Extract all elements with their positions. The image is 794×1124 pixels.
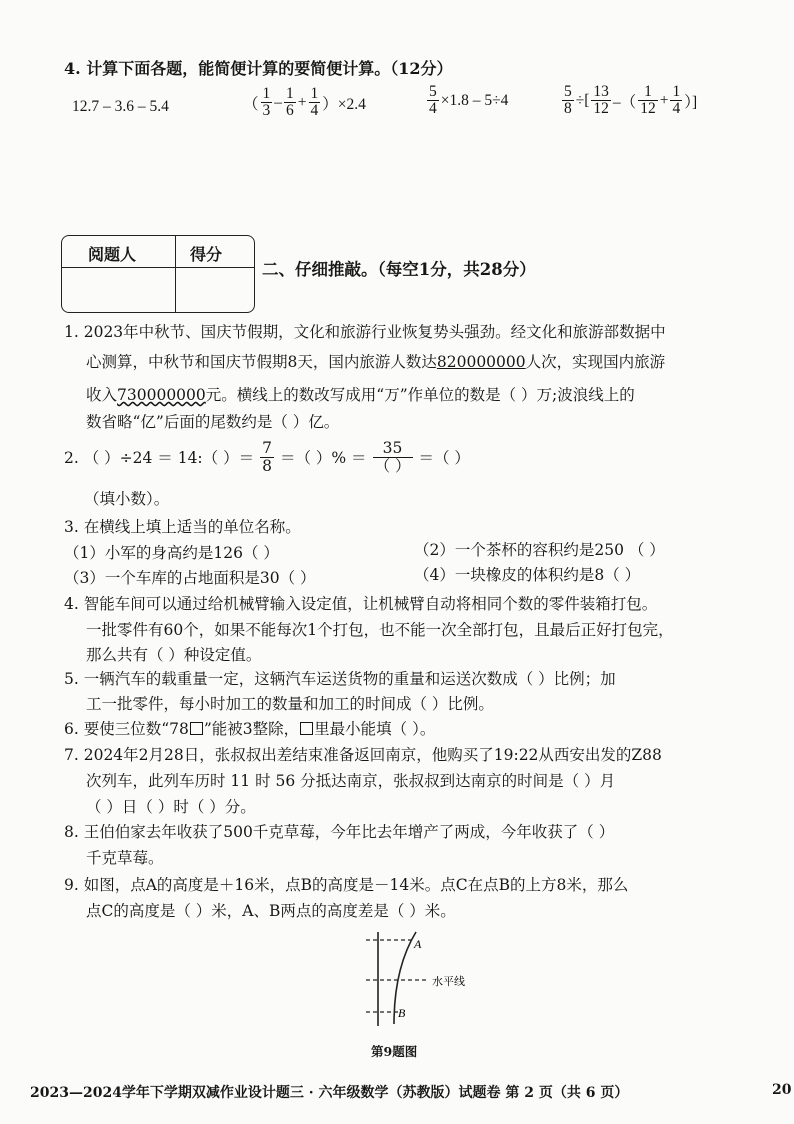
fraction-5-4: $\frac{5}{4}$ [429, 83, 437, 118]
plus-sign: + [297, 93, 307, 111]
calc-expr-4 [560, 84, 697, 118]
page-corner-number: 20 [772, 1082, 792, 1098]
q9-line1: 9. 如图，点A的高度是＋16米，点B的高度是－14米。点C在点B的上方8米，那么 [64, 876, 629, 894]
reviewer-label: 阅题人 [88, 245, 137, 264]
q1-line1: 1. 2023年中秋节、国庆节假期，文化和旅游行业恢复势头强劲。经文化和旅游部数据中 [64, 323, 666, 341]
q2-note: （填小数）。 [84, 490, 170, 508]
q5-line2: 工一批零件，每小时加工的数量和加工的时间成（ ）比例。 [86, 695, 494, 713]
fraction-35-blank: $\frac{35}{( )}$ [374, 439, 411, 475]
q1-line3: 收入730000000元。横线上的数改写成用“万”作单位的数是（ ）万;波浪线上的 [86, 386, 635, 404]
plus-sign: + [659, 91, 669, 109]
point-a-label: A [414, 937, 422, 951]
wavy-number: 730000000 [117, 386, 206, 404]
q2-line: 2. （ ）÷24 ＝ 14:（ ）＝ $\frac{7}{8}$ ＝（ ）% ＝ $\frac{35}{( )}$ ＝（ ） [64, 439, 470, 475]
fraction-1-3: $\frac{1}{3}$ [262, 85, 271, 120]
q4-line1: 4. 智能车间可以通过给机械臂输入设定值，让机械臂自动将相同个数的零件装箱打包。 [64, 595, 658, 613]
paren-close-times: ）×2.4 [322, 95, 366, 113]
q9-line2: 点C的高度是（ ）米，A、B两点的高度差是（ ）米。 [86, 902, 456, 920]
q8-line2: 千克草莓。 [86, 849, 164, 867]
fraction-1-6: $\frac{1}{6}$ [286, 85, 294, 120]
q7-line2: 次列车，此列车历时 11 时 56 分抵达南京，张叔叔到达南京的时间是（ ）月 [86, 772, 616, 790]
fraction-7-8: $\frac{7}{8}$ [262, 439, 272, 475]
blank-box-icon [300, 722, 313, 735]
q3-item1: （1）小军的身高约是126（ ） [64, 544, 279, 562]
fraction-1-12: $\frac{1}{12}$ [640, 83, 656, 118]
q7-line3: （ ）日（ ）时（ ）分。 [86, 798, 256, 816]
fraction-1-4: $\frac{1}{4}$ [310, 85, 319, 120]
underlined-number: 820000000 [436, 353, 526, 371]
figure9-diagram [360, 928, 510, 1028]
section2-title: 二、仔细推敲。（每空1分，共28分） [262, 260, 536, 279]
calc-expr-1: 12.7 – 3.6 – 5.4 [72, 98, 169, 115]
minus-sign: – [274, 93, 283, 111]
score-table [61, 235, 255, 313]
q3-item3: （3）一个车库的占地面积是30（ ） [64, 569, 316, 587]
expr3-rest: ×1.8 – 5÷4 [440, 91, 509, 109]
point-b-label: B [398, 1006, 406, 1020]
table-divider-v [175, 236, 176, 312]
divide-bracket: ÷[ [575, 91, 590, 109]
section4-title: 4. 计算下面各题，能简便计算的要简便计算。（12分） [64, 59, 453, 78]
figure9-caption: 第9题图 [371, 1044, 418, 1059]
paren-open: （ [243, 95, 259, 113]
fraction-5-8: $\frac{5}{8}$ [564, 83, 572, 118]
q1-line4: 数省略“亿”后面的尾数约是（ ）亿。 [86, 413, 340, 431]
q4-line3: 那么共有（ ）种设定值。 [86, 646, 262, 664]
table-divider-h [62, 267, 254, 268]
minus-paren: –（ [612, 93, 637, 111]
q3-item2: （2）一个茶杯的容积约是250 （ ） [414, 541, 665, 559]
fraction-13-12: $\frac{13}{12}$ [593, 83, 609, 118]
calc-expr-2 [243, 86, 366, 120]
calc-expr-3 [425, 84, 508, 118]
q6-line: 6. 要使三位数“78 ”能被3整除， 里最小能填（ ）。 [64, 720, 436, 738]
q3-item4: （4）一块橡皮的体积约是8（ ） [414, 566, 641, 584]
q4-line2: 一批零件有60个，如果不能每次1个打包，也不能一次全部打包，且最后正好打包完， [86, 621, 674, 639]
blank-box-icon [190, 722, 203, 735]
q1-line2: 心测算，中秋节和国庆节假期8天，国内旅游人数达820000000人次，实现国内旅游 [86, 353, 666, 371]
close-brackets: ）] [684, 93, 698, 111]
fraction-1-4b: $\frac{1}{4}$ [672, 83, 681, 118]
q8-line1: 8. 王伯伯家去年收获了500千克草莓，今年比去年增产了两成，今年收获了（ ） [64, 823, 615, 841]
score-label: 得分 [190, 245, 223, 264]
q5-line1: 5. 一辆汽车的载重量一定，这辆汽车运送货物的重量和运送次数成（ ）比例；加 [64, 670, 616, 688]
page-footer: 2023—2024学年下学期双减作业设计题三 · 六年级数学（苏教版）试题卷 第 2 页（共 6 页） [30, 1085, 629, 1101]
q7-line1: 7. 2024年2月28日，张叔叔出差结束准备返回南京，他购买了19:22从西安出发的Z88 [64, 746, 662, 764]
q3-title: 3. 在横线上填上适当的单位名称。 [64, 518, 301, 536]
horizontal-line-label: 水平线 [432, 975, 465, 988]
